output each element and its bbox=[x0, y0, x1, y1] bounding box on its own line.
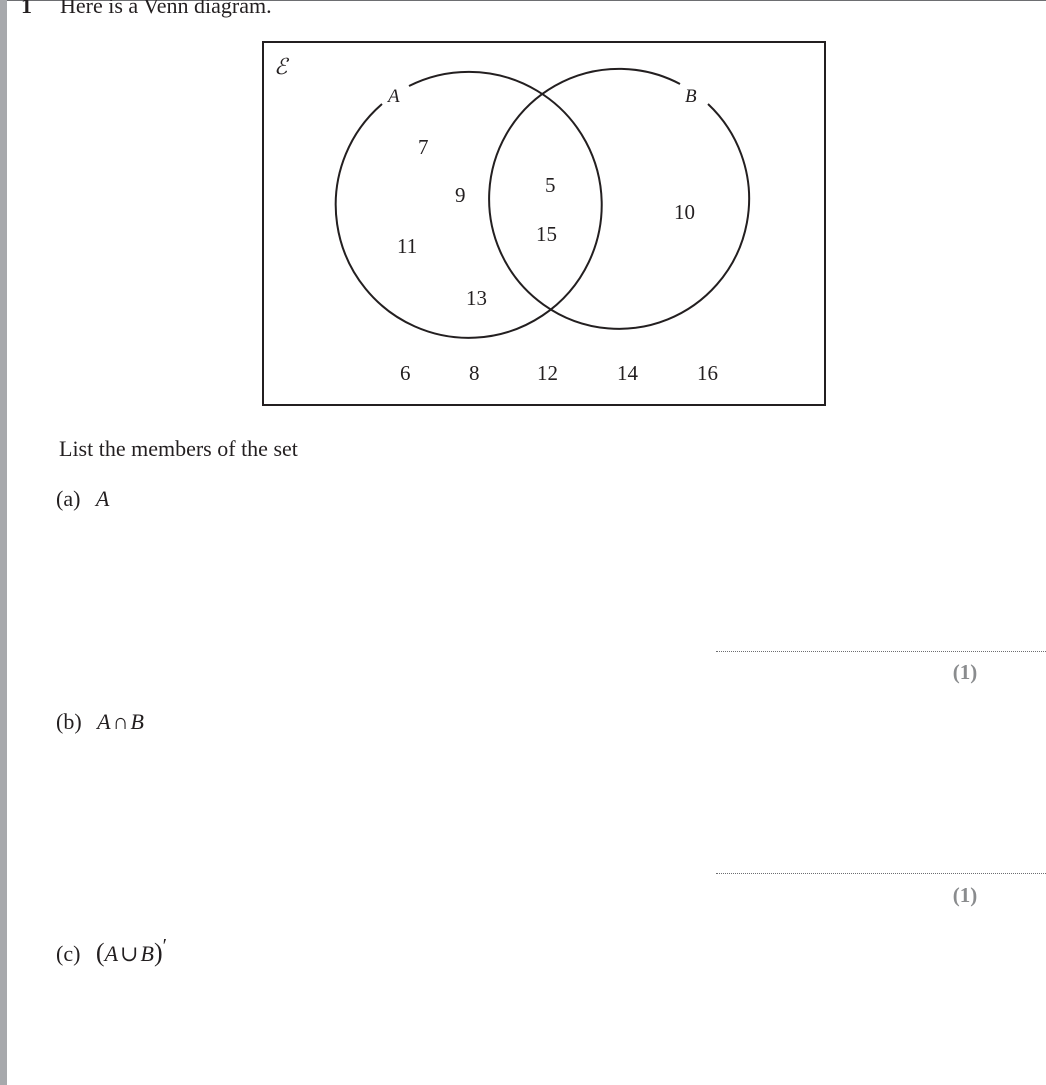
question-intro: Here is a Venn diagram. bbox=[60, 0, 272, 18]
element-a-only: 13 bbox=[466, 286, 487, 310]
part-c-label: (c) bbox=[56, 941, 81, 966]
open-paren: ( bbox=[95, 938, 105, 967]
element-a-only: 9 bbox=[455, 183, 466, 207]
set-a-symbol: A bbox=[104, 941, 119, 966]
element-outside: 6 bbox=[400, 361, 411, 385]
question-number: 1 bbox=[21, 0, 32, 18]
set-a-symbol: A bbox=[97, 709, 111, 734]
part-b-expression bbox=[97, 709, 144, 734]
venn-diagram bbox=[0, 0, 1046, 420]
part-a-marks: (1) bbox=[952, 660, 978, 684]
intersection-operator: ∩ bbox=[112, 709, 129, 734]
part-a-expression bbox=[96, 486, 109, 511]
element-outside: 8 bbox=[469, 361, 480, 385]
element-intersection: 5 bbox=[545, 173, 556, 197]
part-c bbox=[56, 933, 167, 967]
set-b-label: B bbox=[685, 86, 697, 107]
question-prompt: List the members of the set bbox=[59, 436, 298, 461]
element-a-only: 11 bbox=[397, 234, 418, 258]
universal-set-symbol: ℰ bbox=[274, 54, 288, 79]
element-intersection: 15 bbox=[536, 222, 557, 246]
set-b-symbol: B bbox=[140, 941, 154, 966]
set-b-symbol: B bbox=[130, 709, 144, 734]
element-outside: 16 bbox=[697, 361, 718, 385]
set-b-circle bbox=[489, 69, 749, 329]
element-a-only: 7 bbox=[418, 135, 429, 159]
part-b-marks: (1) bbox=[952, 883, 978, 907]
part-a-label: (a) bbox=[56, 486, 81, 511]
part-b-label: (b) bbox=[56, 709, 82, 734]
part-c-expression bbox=[95, 935, 167, 967]
part-a-answer-line[interactable] bbox=[716, 651, 1046, 652]
part-b-answer-line[interactable] bbox=[716, 873, 1046, 874]
element-b-only: 10 bbox=[674, 200, 695, 224]
part-b bbox=[56, 709, 144, 735]
set-a-label: A bbox=[388, 86, 400, 107]
element-outside: 12 bbox=[537, 361, 558, 385]
union-operator: ∪ bbox=[120, 941, 139, 966]
element-outside: 14 bbox=[617, 361, 638, 385]
part-a bbox=[56, 486, 109, 512]
set-a-symbol: A bbox=[95, 486, 110, 511]
close-paren: ) bbox=[153, 938, 163, 967]
complement-prime: ′ bbox=[162, 935, 167, 957]
